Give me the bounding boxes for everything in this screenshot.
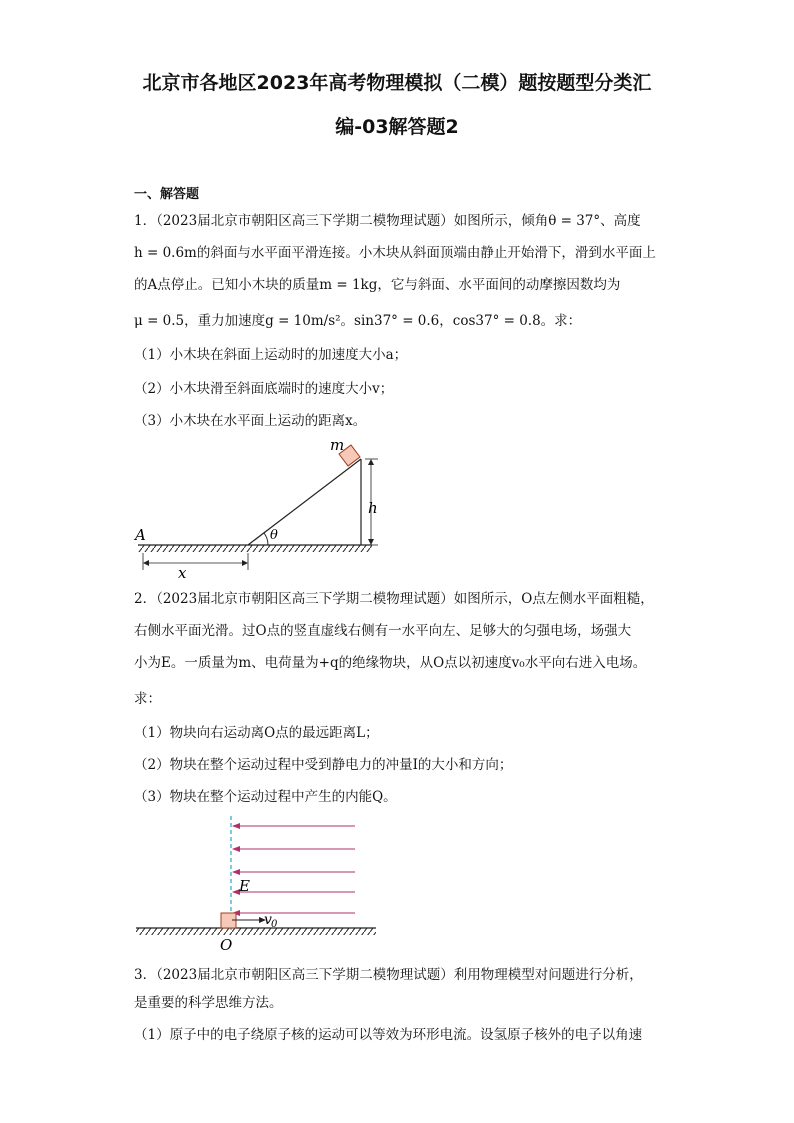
incline-surface [248, 459, 361, 545]
label-A: A [135, 526, 146, 544]
label-v: v [264, 912, 272, 928]
label-O: O [220, 936, 233, 954]
q2-line3: 小为E。一质量为m、电荷量为+q的绝缘物块，从O点以初速度v₀水平向右进入电场。 [134, 655, 647, 671]
label-v-subscript: 0 [271, 919, 278, 930]
ground-hatch [138, 545, 372, 552]
q1-line3: 的A点停止。已知小木块的质量m = 1kg，它与斜面、水平面间的动摩擦因数均为 [134, 277, 621, 293]
q2-sub2: （2）物块在整个运动过程中受到静电力的冲量I的大小和方向； [134, 757, 513, 773]
incline-figure [130, 436, 390, 582]
q1-line1: 1．（2023届北京市朝阳区高三下学期二模物理试题）如图所示，倾角θ = 37°、高度 [134, 213, 641, 229]
q1-sub2: （2）小木块滑至斜面底端时的速度大小v； [134, 381, 394, 397]
label-E: E [239, 877, 250, 895]
q3-sub1: （1）原子中的电子绕原子核的运动可以等效为环形电流。设氢原子核外的电子以角速 [134, 1027, 643, 1043]
q3-line2: 是重要的科学思维方法。 [134, 995, 283, 1011]
q1-sub1: （1）小木块在斜面上运动时的加速度大小a； [134, 347, 408, 363]
document-title-line1: 北京市各地区2023年高考物理模拟（二模）题按题型分类汇 [142, 72, 652, 94]
q2-sub1: （1）物块向右运动离O点的最远距离L； [134, 725, 379, 741]
q1-line4: μ = 0.5，重力加速度g = 10m/s²。sin37° = 0.6，cos37° = 0.8。求： [134, 313, 582, 329]
label-m: m [330, 436, 345, 454]
q1-line2: h = 0.6m的斜面与水平面平滑连接。小木块从斜面顶端由静止开始滑下，滑到水平面上 [134, 245, 656, 261]
q3-line1: 3．（2023届北京市朝阳区高三下学期二模物理试题）利用物理模型对问题进行分析， [134, 967, 643, 983]
electric-field-figure [130, 812, 380, 954]
ground-hatch [136, 928, 376, 935]
q2-line4: 求： [134, 691, 161, 707]
q1-sub3: （3）小木块在水平面上运动的距离x。 [134, 413, 367, 429]
q2-sub3: （3）物块在整个运动过程中产生的内能Q。 [134, 789, 397, 805]
document-title-line2: 编-03解答题2 [335, 116, 459, 138]
q2-line1: 2．（2023届北京市朝阳区高三下学期二模物理试题）如图所示，O点左侧水平面粗糙， [134, 591, 654, 607]
theta-arc [264, 533, 268, 545]
label-theta: θ [270, 528, 278, 543]
label-h: h [368, 499, 378, 517]
label-x: x [178, 564, 187, 582]
q2-line2: 右侧水平面光滑。过O点的竖直虚线右侧有一水平向左、足够大的匀强电场，场强大 [134, 623, 632, 639]
section-heading: 一、解答题 [134, 187, 200, 202]
